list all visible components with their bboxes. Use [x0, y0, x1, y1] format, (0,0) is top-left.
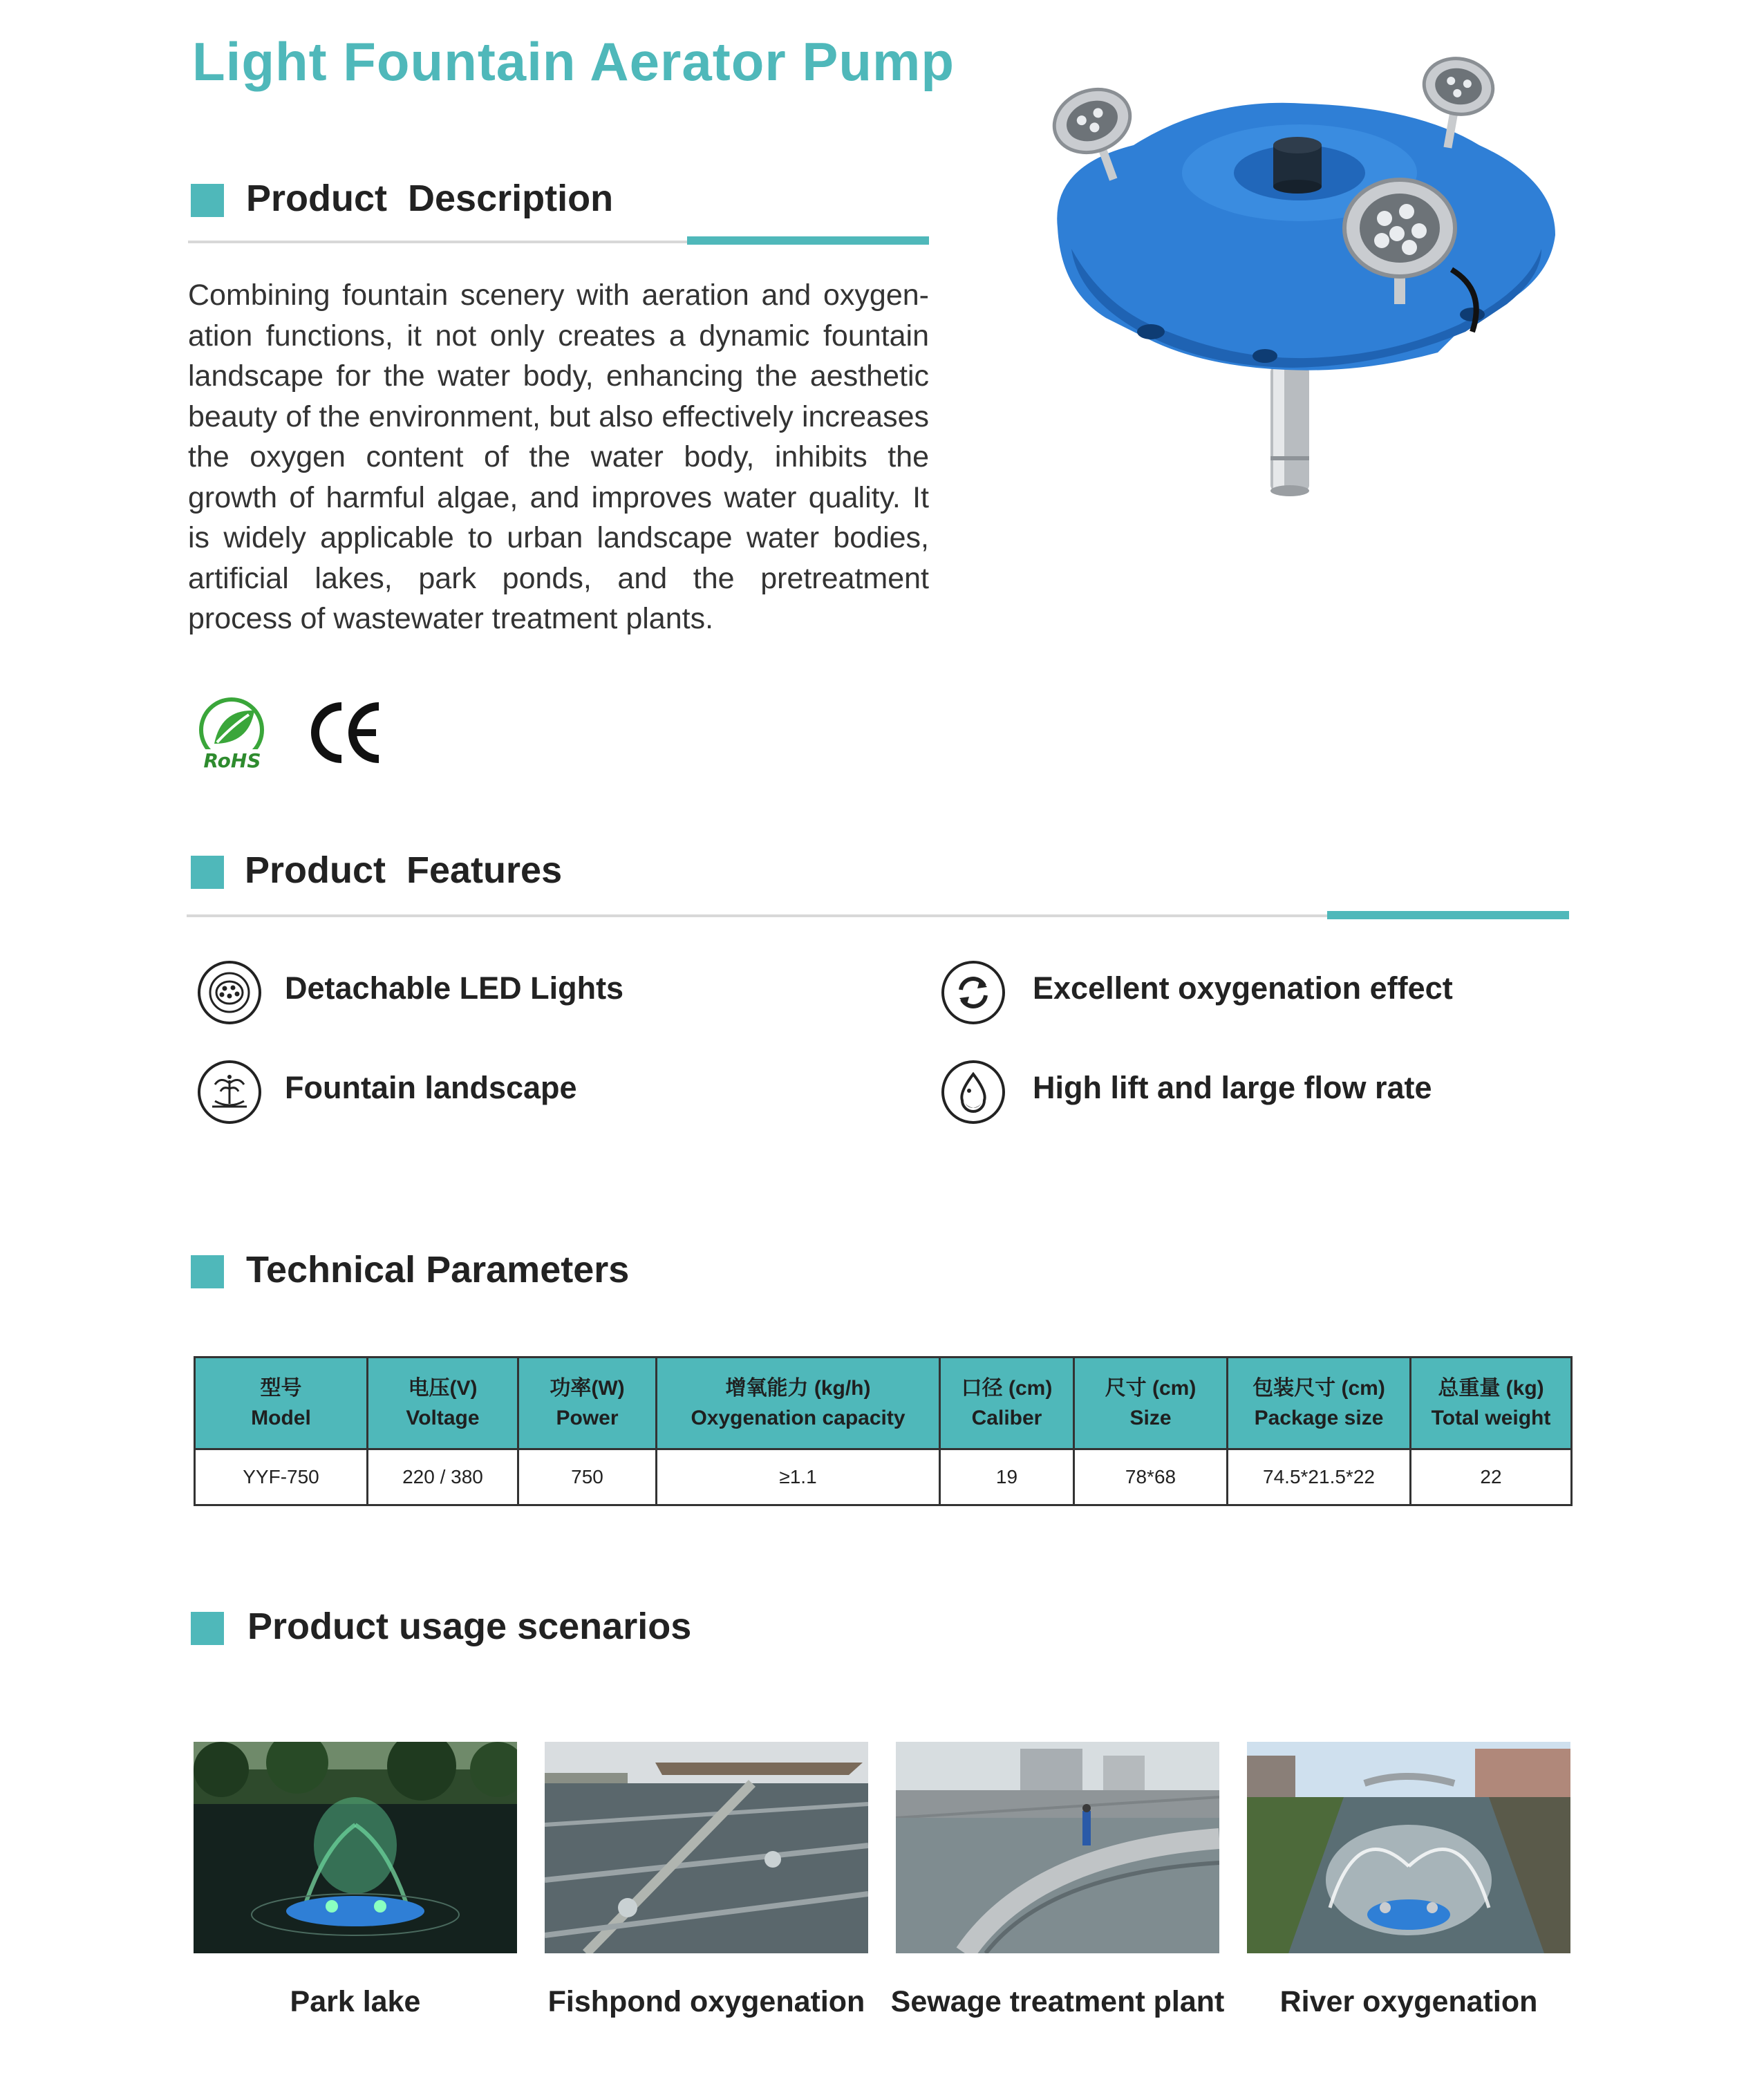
table-cell: 19 [940, 1449, 1074, 1505]
table-cell: 78*68 [1074, 1449, 1228, 1505]
table-cell: YYF-750 [195, 1449, 368, 1505]
table-cell: 74.5*21.5*22 [1228, 1449, 1411, 1505]
page-title: Light Fountain Aerator Pump [192, 31, 955, 92]
table-cell: 220 / 380 [368, 1449, 518, 1505]
section-marker [191, 1255, 224, 1288]
table-cell: 750 [518, 1449, 657, 1505]
divider-accent [1327, 911, 1569, 919]
section-title-features: Product Features [245, 849, 563, 891]
divider-accent [687, 236, 929, 245]
table-cell: 22 [1411, 1449, 1572, 1505]
scenario-photo-river [1247, 1742, 1570, 1953]
section-title-scenarios: Product usage scenarios [247, 1606, 692, 1647]
table-header: 电压(V) Voltage [368, 1357, 518, 1449]
scenario-caption: Sewage treatment plant [890, 1985, 1225, 2018]
product-image [1030, 41, 1576, 498]
table-header: 口径 (cm) Caliber [940, 1357, 1074, 1449]
table-header: 增氧能力 (kg/h) Oxygenation capacity [657, 1357, 940, 1449]
table-header: 包装尺寸 (cm) Package size [1228, 1357, 1411, 1449]
table-header-row [195, 1357, 1572, 1449]
table-header: 尺寸 (cm) Size [1074, 1357, 1228, 1449]
technical-parameters-table [194, 1356, 1573, 1506]
table-header: 功率(W) Power [518, 1357, 657, 1449]
fountain-icon [198, 1060, 261, 1124]
product-description: Combining fountain scenery with aeration and oxygenation functions, it not only creates a dynamic fountain landscape for the water body, enhancing the aesthetic beauty of the environment, but also effectively increases the oxygen content of the water body, inhibits the growth of harmful algae, and improves water quality. It is widely applicable to urban landscape water bodies, artificial lakes, park ponds, and the pretreatment process of wastewater treatment plants. [188, 279, 929, 635]
scenario-photo-sewage-plant [896, 1742, 1219, 1953]
ce-logo [308, 699, 384, 766]
scenario-caption: Fishpond oxygenation [547, 1985, 865, 2018]
feature-label: High lift and large flow rate [1033, 1070, 1432, 1105]
water-drop-icon [941, 1060, 1005, 1124]
rohs-text: RoHS [203, 749, 261, 771]
feature-label: Detachable LED Lights [285, 970, 624, 1006]
scenario-photo-park-lake [194, 1742, 517, 1953]
feature-label: Fountain landscape [285, 1070, 577, 1105]
scenario-photo-fishpond [545, 1742, 868, 1953]
scenario-caption: Park lake [290, 1985, 421, 2018]
table-cell: ≥1.1 [657, 1449, 940, 1505]
section-title-description: Product Description [246, 178, 614, 219]
rohs-logo [194, 695, 270, 771]
table-row [195, 1449, 1572, 1505]
section-marker [191, 1612, 224, 1645]
led-light-icon [198, 961, 261, 1024]
table-header: 型号 Model [195, 1357, 368, 1449]
section-marker [191, 856, 224, 889]
feature-label: Excellent oxygenation effect [1033, 970, 1453, 1006]
table-header: 总重量 (kg) Total weight [1411, 1357, 1572, 1449]
section-marker [191, 184, 224, 217]
scenario-caption: River oxygenation [1279, 1985, 1538, 2018]
section-title-technical: Technical Parameters [246, 1249, 630, 1290]
refresh-cycle-icon [941, 961, 1005, 1024]
